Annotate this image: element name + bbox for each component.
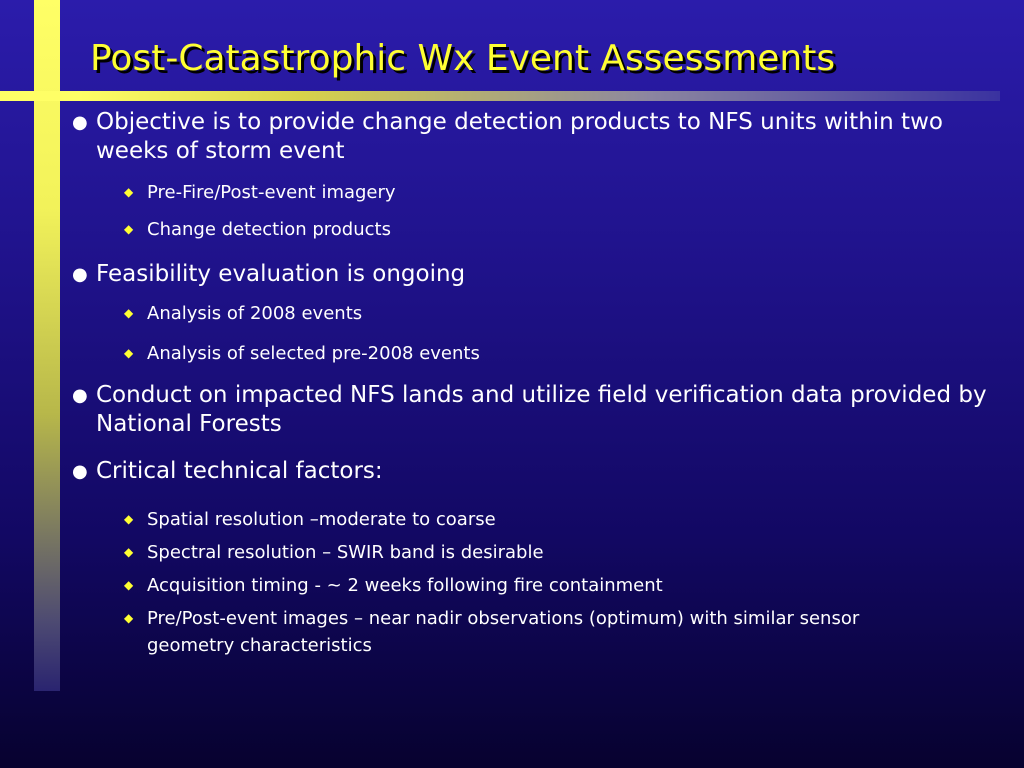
sub-bullet-text: Acquisition timing - ~ 2 weeks following fire containment	[147, 575, 663, 596]
diamond-icon: ◆	[124, 346, 134, 360]
diamond-icon: ◆	[124, 611, 134, 625]
sub-bullet-item	[70, 572, 990, 599]
diamond-icon: ◆	[124, 222, 134, 236]
bullet-dot-icon: ●	[72, 385, 88, 406]
bullet-text: Critical technical factors:	[96, 458, 383, 484]
slide-title: Post-Catastrophic Wx Event Assessments	[90, 38, 836, 79]
sub-bullet-text: Spatial resolution –moderate to coarse	[147, 509, 496, 530]
diamond-icon: ◆	[124, 185, 134, 199]
diamond-icon: ◆	[124, 578, 134, 592]
bullet-item	[70, 457, 990, 486]
sub-bullet-item	[70, 340, 990, 367]
vertical-accent-bar	[34, 0, 60, 691]
bullet-dot-icon: ●	[72, 264, 88, 285]
bullet-item	[70, 381, 990, 439]
sub-bullet-item	[70, 605, 867, 659]
sub-bullet-item	[70, 539, 990, 566]
bullet-item	[70, 108, 990, 166]
bullet-text: Feasibility evaluation is ongoing	[96, 261, 466, 287]
sub-bullet-item	[70, 216, 990, 243]
bullet-list	[70, 108, 990, 659]
sub-bullet-item	[70, 300, 990, 327]
sub-bullet-text: Analysis of selected pre-2008 events	[147, 343, 480, 364]
sub-bullet-text: Change detection products	[147, 219, 391, 240]
sub-bullet-item	[70, 179, 990, 206]
diamond-icon: ◆	[124, 512, 134, 526]
bullet-dot-icon: ●	[72, 461, 88, 482]
diamond-icon: ◆	[124, 306, 134, 320]
sub-bullet-text: Spectral resolution – SWIR band is desirable	[147, 542, 544, 563]
diamond-icon: ◆	[124, 545, 134, 559]
bullet-item	[70, 260, 990, 289]
horizontal-accent-bar	[0, 91, 1000, 101]
sub-bullet-text: Analysis of 2008 events	[147, 303, 363, 324]
sub-bullet-item	[70, 506, 990, 533]
bullet-dot-icon: ●	[72, 112, 88, 133]
bullet-text: Conduct on impacted NFS lands and utilize field verification data provided by National Forests	[96, 382, 987, 437]
bullet-text: Objective is to provide change detection products to NFS units within two weeks of storm event	[96, 109, 943, 164]
sub-bullet-text: Pre/Post-event images – near nadir observations (optimum) with similar sensor geometry characteristics	[147, 608, 860, 656]
sub-bullet-text: Pre-Fire/Post-event imagery	[147, 182, 396, 203]
